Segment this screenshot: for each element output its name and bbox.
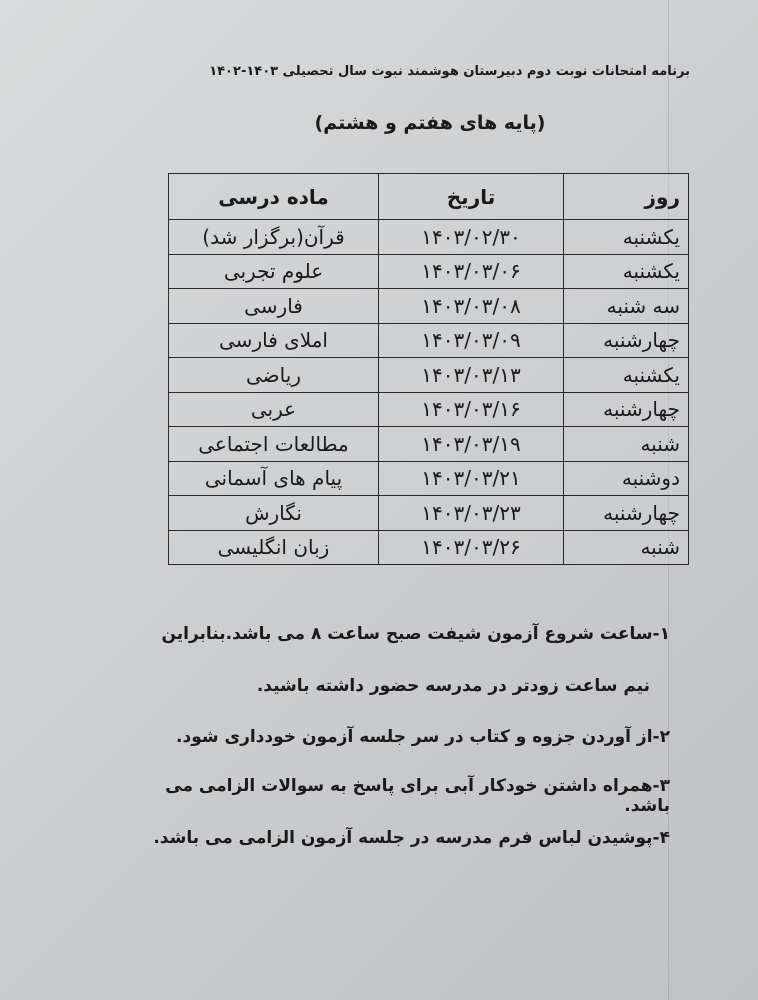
table-row [169,530,689,565]
document-subtitle: (پایه های هفتم و هشتم) [314,112,546,134]
table-row [169,220,689,255]
cell-subject: املای فارسی [169,323,379,358]
cell-date: ۱۴۰۳/۰۳/۰۸ [379,289,564,324]
cell-day: چهارشنبه [564,323,689,358]
cell-date: ۱۴۰۳/۰۳/۲۱ [379,461,564,496]
cell-day: دوشنبه [564,461,689,496]
note-4: ۴-پوشیدن لباس فرم مدرسه در جلسه آزمون الزامی می باشد. [153,828,670,848]
table-row [169,461,689,496]
cell-day: شنبه [564,530,689,565]
cell-subject: قرآن(برگزار شد) [169,220,379,255]
table-row [169,392,689,427]
cell-day: یکشنبه [564,254,689,289]
document-header: برنامه امتحانات نوبت دوم دبیرستان هوشمند نبوت سال تحصیلی ۱۴۰۳-۱۴۰۲ [209,64,690,79]
cell-day: سه شنبه [564,289,689,324]
column-header-subject: ماده درسی [169,174,379,220]
column-header-day: روز [564,174,689,220]
cell-date: ۱۴۰۳/۰۲/۳۰ [379,220,564,255]
cell-day: چهارشنبه [564,392,689,427]
table-row [169,427,689,462]
cell-day: یکشنبه [564,220,689,255]
cell-date: ۱۴۰۳/۰۳/۲۶ [379,530,564,565]
table-row [169,323,689,358]
cell-day: چهارشنبه [564,496,689,531]
note-1-continued: نیم ساعت زودتر در مدرسه حضور داشته باشید. [256,676,650,696]
cell-subject: فارسی [169,289,379,324]
table-row [169,289,689,324]
cell-day: یکشنبه [564,358,689,393]
cell-subject: نگارش [169,496,379,531]
table-row [169,254,689,289]
note-3: ۳-همراه داشتن خودکار آبی برای پاسخ به سوالات الزامی می باشد. [165,776,670,816]
cell-subject: مطالعات اجتماعی [169,427,379,462]
column-header-date: تاریخ [379,174,564,220]
cell-date: ۱۴۰۳/۰۳/۰۹ [379,323,564,358]
note-1: ۱-ساعت شروع آزمون شیفت صبح ساعت ۸ می باشد.بنابراین [161,624,670,644]
table-row [169,496,689,531]
table-row [169,358,689,393]
cell-subject: ریاضی [169,358,379,393]
exam-schedule-table [168,173,689,565]
cell-date: ۱۴۰۳/۰۳/۰۶ [379,254,564,289]
cell-subject: زبان انگلیسی [169,530,379,565]
cell-subject: عربی [169,392,379,427]
cell-date: ۱۴۰۳/۰۳/۲۳ [379,496,564,531]
cell-subject: پیام های آسمانی [169,461,379,496]
table-header-row [169,174,689,220]
note-2: ۲-از آوردن جزوه و کتاب در سر جلسه آزمون خودداری شود. [176,727,670,747]
cell-date: ۱۴۰۳/۰۳/۱۹ [379,427,564,462]
cell-day: شنبه [564,427,689,462]
cell-date: ۱۴۰۳/۰۳/۱۳ [379,358,564,393]
cell-subject: علوم تجربی [169,254,379,289]
cell-date: ۱۴۰۳/۰۳/۱۶ [379,392,564,427]
